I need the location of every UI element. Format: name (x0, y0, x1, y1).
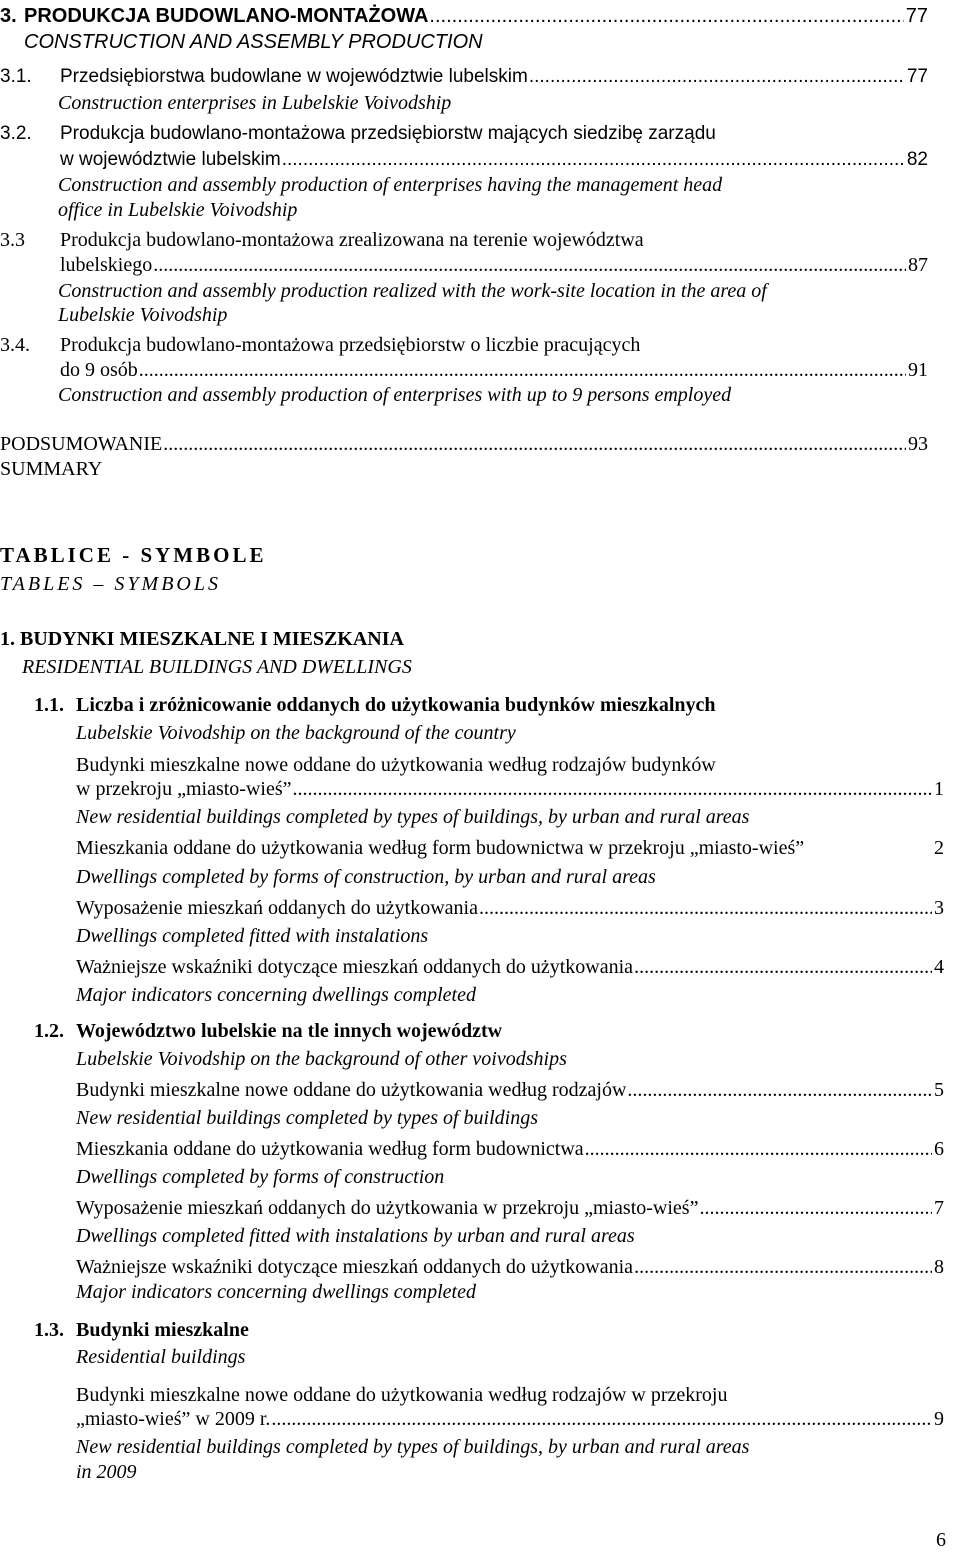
toc-s31-title-en: Construction enterprises in Lubelskie Voivodship (58, 92, 452, 114)
leader-dots (699, 1196, 932, 1220)
toc-s32-num: 3.2. (0, 123, 32, 144)
sec12-title: Województwo lubelskie na tle innych województw (76, 1020, 503, 1042)
toc-s32-title-l1: Produkcja budowlano-montażowa przedsiębiorstw mających siedzibę zarządu (60, 123, 716, 144)
toc-s31-num: 3.1. (0, 66, 32, 87)
sec13-item1-en-l2: in 2009 (76, 1461, 137, 1483)
sec11-item1-page: 1 (934, 778, 944, 800)
sec11-item4-en: Major indicators concerning dwellings completed (76, 984, 476, 1006)
sec11-item2-page: 2 (934, 837, 944, 859)
page-number: 6 (936, 1529, 946, 1551)
toc-s34-entry[interactable] (60, 358, 928, 382)
sec11-item3-page: 3 (934, 897, 944, 919)
toc-s32-title-en-l2: office in Lubelskie Voivodship (58, 199, 298, 221)
sec11-item3-en: Dwellings completed fitted with instalations (76, 925, 429, 947)
sec12-item1-en: New residential buildings completed by types of buildings (76, 1107, 538, 1129)
toc-s34-title-l1: Produkcja budowlano-montażowa przedsiębiorstw o liczbie pracujących (60, 334, 641, 356)
toc-s33-page: 87 (908, 254, 928, 276)
leader-dots (282, 148, 905, 172)
sec12-title-en: Lubelskie Voivodship on the background of other voivodships (76, 1048, 567, 1070)
sec12-item1-page: 5 (934, 1079, 944, 1101)
toc-s34-num: 3.4. (0, 334, 30, 356)
sec11-item2-l1: Mieszkania oddane do użytkowania według form budownictwa w przekroju „miasto-wieś” (76, 837, 805, 859)
toc-s34-title-l2: do 9 osób (60, 359, 138, 381)
sec11-item1-l2: w przekroju „miasto-wieś” (76, 778, 292, 800)
sec12-num: 1.2. (34, 1020, 64, 1042)
sec11-item1-en: New residential buildings completed by types of buildings, by urban and rural areas (76, 806, 750, 828)
leader-dots (634, 1255, 932, 1279)
sec12-item4-l1: Ważniejsze wskaźniki dotyczące mieszkań oddanych do użytkowania (76, 1256, 634, 1278)
toc-s34-page: 91 (908, 359, 928, 381)
toc-summary-title-en: SUMMARY (0, 458, 103, 480)
toc-ch3-num: 3. (0, 5, 17, 27)
sec12-item2-page: 6 (934, 1138, 944, 1160)
toc-summary-page: 93 (908, 433, 928, 455)
sec12-item1-entry[interactable] (76, 1078, 944, 1102)
sec13-item1-en-l1: New residential buildings completed by types of buildings, by urban and rural areas (76, 1436, 750, 1458)
sec11-num: 1.1. (34, 694, 64, 716)
sec13-item1-entry[interactable] (76, 1407, 944, 1431)
sec11-item3-l1: Wyposażenie mieszkań oddanych do użytkowania (76, 897, 478, 919)
leader-dots (271, 1407, 932, 1431)
sec13-title-en: Residential buildings (76, 1346, 246, 1368)
sec12-item2-entry[interactable] (76, 1137, 944, 1161)
toc-s33-title-l2: lubelskiego (60, 254, 153, 276)
sec13-title: Budynki mieszkalne (76, 1319, 249, 1341)
sec12-item3-page: 7 (934, 1197, 944, 1219)
toc-ch3-title: PRODUKCJA BUDOWLANO-MONTAŻOWA (24, 5, 429, 27)
toc-s33-title-en-l1: Construction and assembly production realized with the work-site location in the area of (58, 280, 767, 302)
sec12-item2-en: Dwellings completed by forms of construction (76, 1166, 445, 1188)
sec13-item1-page: 9 (934, 1408, 944, 1430)
leader-dots (292, 777, 932, 801)
sec11-item2-entry[interactable] (76, 836, 944, 860)
leader-dots (139, 358, 906, 382)
sec12-item3-en: Dwellings completed fitted with instalations by urban and rural areas (76, 1225, 635, 1247)
leader-dots (163, 432, 906, 456)
sec11-title-en: Lubelskie Voivodship on the background of the country (76, 722, 516, 744)
toc-s33-title-en-l2: Lubelskie Voivodship (58, 304, 228, 326)
toc-s34-title-en: Construction and assembly production of enterprises with up to 9 persons employed (58, 384, 732, 406)
sec12-item4-en: Major indicators concerning dwellings completed (76, 1281, 476, 1303)
sec12-item1-l1: Budynki mieszkalne nowe oddane do użytkowania według rodzajów (76, 1079, 627, 1101)
toc-ch3-entry[interactable] (24, 4, 928, 28)
sec11-item4-entry[interactable] (76, 955, 944, 979)
sec12-item4-entry[interactable] (76, 1255, 944, 1279)
toc-s33-entry[interactable] (60, 253, 928, 277)
leader-dots (153, 253, 906, 277)
leader-dots (429, 4, 903, 28)
leader-dots (627, 1078, 932, 1102)
toc-s32-title-l2: w województwie lubelskim (60, 149, 281, 170)
tables-heading: TABLICE - SYMBOLE (0, 543, 267, 567)
sec11-item4-page: 4 (934, 956, 944, 978)
toc-s31-page: 77 (906, 66, 928, 87)
sec13-item1-l1: Budynki mieszkalne nowe oddane do użytkowania według rodzajów w przekroju (76, 1384, 728, 1406)
leader-dots (479, 896, 932, 920)
toc-s31-entry[interactable] (60, 65, 928, 89)
sec12-item3-l1: Wyposażenie mieszkań oddanych do użytkowania w przekroju „miasto-wieś” (76, 1197, 699, 1219)
toc-summary-entry[interactable] (0, 432, 928, 456)
sec11-item1-entry[interactable] (76, 777, 944, 801)
leader-dots (634, 955, 932, 979)
toc-s33-num: 3.3 (0, 229, 25, 251)
toc-s32-page: 82 (906, 149, 928, 170)
toc-ch3-page: 77 (905, 5, 928, 27)
toc-s31-title: Przedsiębiorstwa budowlane w województwie lubelskim (60, 66, 528, 87)
leader-dots (585, 1137, 932, 1161)
toc-s32-title-en-l1: Construction and assembly production of enterprises having the management head (58, 174, 723, 196)
sec12-item4-page: 8 (934, 1256, 944, 1278)
toc-s32-entry[interactable] (60, 148, 928, 172)
sec11-item4-l1: Ważniejsze wskaźniki dotyczące mieszkań oddanych do użytkowania (76, 956, 634, 978)
chapter1-title: 1. BUDYNKI MIESZKALNE I MIESZKANIA (0, 628, 404, 650)
tables-heading-en: TABLES – SYMBOLS (0, 573, 221, 595)
leader-dots (529, 65, 905, 89)
sec11-item1-l1: Budynki mieszkalne nowe oddane do użytkowania według rodzajów budynków (76, 754, 716, 776)
sec13-num: 1.3. (34, 1319, 64, 1341)
toc-summary-title: PODSUMOWANIE (0, 433, 163, 455)
sec13-item1-l2: „miasto-wieś” w 2009 r. (76, 1408, 271, 1430)
sec11-item3-entry[interactable] (76, 896, 944, 920)
sec11-item2-en: Dwellings completed by forms of construction, by urban and rural areas (76, 866, 656, 888)
toc-s33-title-l1: Produkcja budowlano-montażowa zrealizowana na terenie województwa (60, 229, 644, 251)
chapter1-title-en: RESIDENTIAL BUILDINGS AND DWELLINGS (22, 656, 412, 678)
sec12-item3-entry[interactable] (76, 1196, 944, 1220)
sec12-item2-l1: Mieszkania oddane do użytkowania według form budownictwa (76, 1138, 584, 1160)
sec11-title: Liczba i zróżnicowanie oddanych do użytkowania budynków mieszkalnych (76, 694, 716, 716)
toc-ch3-title-en: CONSTRUCTION AND ASSEMBLY PRODUCTION (24, 31, 483, 53)
